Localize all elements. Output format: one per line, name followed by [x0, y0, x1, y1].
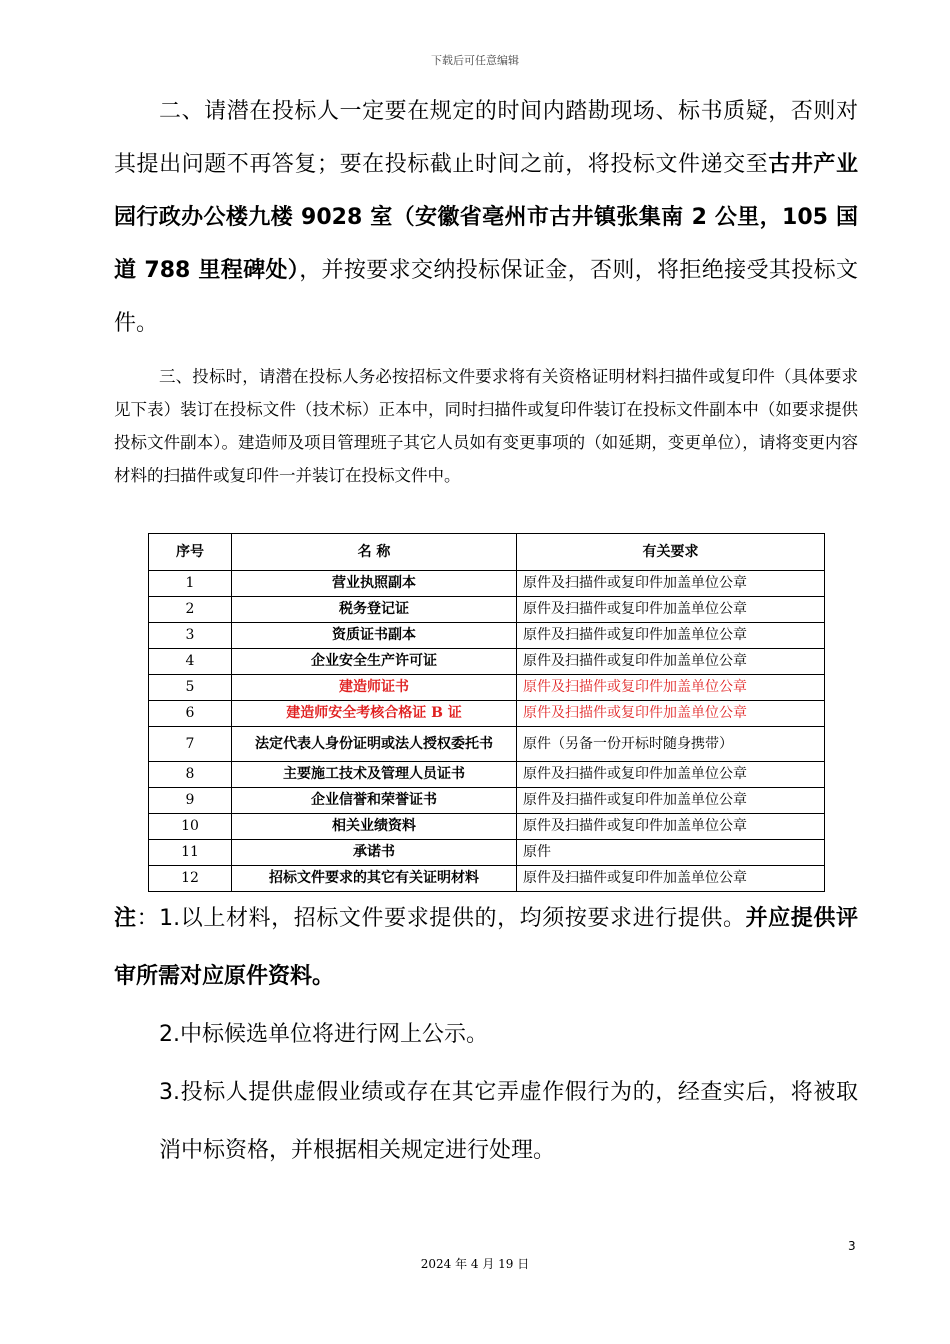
row-req: 原件及扫描件或复印件加盖单位公章: [517, 649, 825, 675]
row-name: 税务登记证: [232, 597, 517, 623]
note-1: [114, 890, 858, 1006]
row-no: 6: [149, 701, 232, 727]
para2-address: 古井产业园行政办公楼九楼 9028 室（安徽省亳州市古井镇张集南 2 公里，105 国道 788 里程碑处）: [114, 152, 858, 283]
row-name: 法定代表人身份证明或法人授权委托书: [232, 727, 517, 762]
row-name: 招标文件要求的其它有关证明材料: [232, 866, 517, 892]
para3-text: 三、投标时，请潜在投标人务必按招标文件要求将有关资格证明材料扫描件或复印件（具体要求见下表）装订在投标文件（技术标）正本中，同时扫描件或复印件装订在投标文件副本中（如要求提供投标文件副本）。建造师及项目管理班子其它人员如有变更事项的（如延期，变更单位），请将变更内容材料的扫描件或复印件一并装订在投标文件中。: [114, 367, 858, 485]
row-req: 原件（另备一份开标时随身携带）: [517, 727, 825, 762]
table-row: [149, 623, 825, 649]
table-row-highlighted: [149, 675, 825, 701]
row-req: 原件及扫描件或复印件加盖单位公章: [517, 597, 825, 623]
row-no: 5: [149, 675, 232, 701]
table-row: [149, 762, 825, 788]
row-req: 原件及扫描件或复印件加盖单位公章: [517, 814, 825, 840]
row-name: 营业执照副本: [232, 571, 517, 597]
row-no: 9: [149, 788, 232, 814]
row-req: 原件及扫描件或复印件加盖单位公章: [517, 788, 825, 814]
table-row: [149, 597, 825, 623]
row-req: 原件及扫描件或复印件加盖单位公章: [517, 866, 825, 892]
col-header-no: 序号: [149, 534, 232, 571]
note-3: 3.投标人提供虚假业绩或存在其它弄虚作假行为的，经查实后，将被取消中标资格，并根据相关规定进行处理。: [159, 1080, 858, 1163]
para2-text-end: ，并按要求交纳投标保证金，否则，将拒绝接受其投标文件。: [114, 258, 858, 336]
row-req: 原件及扫描件或复印件加盖单位公章: [517, 675, 825, 701]
note-1-bold: 并应提供评审所需对应原件资料。: [114, 906, 858, 989]
table-row: [149, 866, 825, 892]
col-header-name: 名 称: [232, 534, 517, 571]
row-no: 10: [149, 814, 232, 840]
notes-section: [114, 890, 858, 1180]
row-name: 企业信誉和荣誉证书: [232, 788, 517, 814]
paragraph-two: [114, 85, 858, 350]
row-no: 1: [149, 571, 232, 597]
table-row-highlighted: [149, 701, 825, 727]
table-row: [149, 727, 825, 762]
table-row: [149, 571, 825, 597]
row-no: 2: [149, 597, 232, 623]
col-header-req: 有关要求: [517, 534, 825, 571]
row-req: 原件及扫描件或复印件加盖单位公章: [517, 623, 825, 649]
note-label: 注: [114, 906, 137, 931]
table-row: [149, 788, 825, 814]
row-req: 原件: [517, 840, 825, 866]
row-name: 承诺书: [232, 840, 517, 866]
table-row: [149, 649, 825, 675]
note-1-text: ：1.以上材料，招标文件要求提供的，均须按要求进行提供。: [136, 906, 746, 931]
row-no: 4: [149, 649, 232, 675]
row-no: 3: [149, 623, 232, 649]
row-name: 相关业绩资料: [232, 814, 517, 840]
table-row: [149, 840, 825, 866]
row-name: 资质证书副本: [232, 623, 517, 649]
row-no: 8: [149, 762, 232, 788]
requirements-table: [148, 533, 825, 892]
paragraph-three: [114, 360, 858, 492]
row-name: 主要施工技术及管理人员证书: [232, 762, 517, 788]
page-header: 下载后可任意编辑: [431, 54, 519, 67]
note-2: 2.中标候选单位将进行网上公示。: [159, 1022, 488, 1047]
row-no: 7: [149, 727, 232, 762]
row-name: 建造师安全考核合格证 B 证: [232, 701, 517, 727]
row-name: 建造师证书: [232, 675, 517, 701]
para2-text: 二、请潜在投标人一定要在规定的时间内踏勘现场、标书质疑，否则对其提出问题不再答复；要在投标截止时间之前，将投标文件递交至: [114, 99, 858, 177]
row-name: 企业安全生产许可证: [232, 649, 517, 675]
row-req: 原件及扫描件或复印件加盖单位公章: [517, 762, 825, 788]
table-row: [149, 814, 825, 840]
row-no: 12: [149, 866, 232, 892]
page-number: 3: [848, 1239, 856, 1253]
row-req: 原件及扫描件或复印件加盖单位公章: [517, 701, 825, 727]
footer-date: 2024 年 4 月 19 日: [420, 1257, 530, 1271]
row-req: 原件及扫描件或复印件加盖单位公章: [517, 571, 825, 597]
table-header-row: [149, 534, 825, 571]
row-no: 11: [149, 840, 232, 866]
